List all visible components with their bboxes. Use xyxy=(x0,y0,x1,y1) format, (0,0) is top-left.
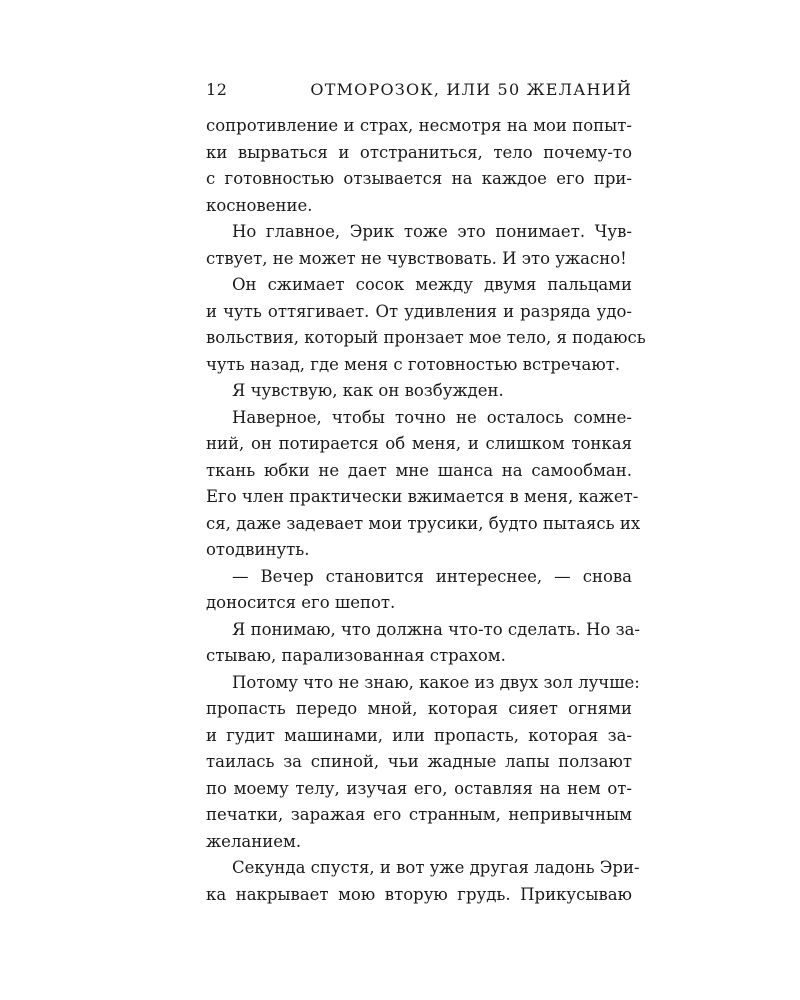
text-line: таилась за спиной, чьи жадные лапы ползают xyxy=(206,752,632,771)
text-line: ся, даже задевает мои трусики, будто пытаясь их xyxy=(206,513,641,533)
text-line: ткань юбки не дает мне шанса на самообман. xyxy=(206,460,632,480)
text-line: Секунда спустя, и вот уже другая ладонь Эри- xyxy=(232,858,640,877)
text-line: Я понимаю, что должна что-то сделать. Но за- xyxy=(232,619,640,639)
text-line: — Вечер становится интереснее, — снова xyxy=(232,566,632,586)
text-line: желанием. xyxy=(206,831,302,851)
text-line: вольствия, который пронзает мое тело, я подаюсь xyxy=(206,328,646,347)
text-line: Я чувствую, как он возбужден. xyxy=(232,381,504,400)
text-line: ний, он потирается об меня, и слишком тонкая xyxy=(206,434,632,453)
text-line: отодвинуть. xyxy=(206,540,310,559)
body-text xyxy=(206,113,646,908)
text-line: косновение. xyxy=(206,195,313,215)
running-head xyxy=(206,78,632,102)
text-line: пропасть передо мной, которая сияет огнями xyxy=(206,699,632,718)
text-line: ки вырваться и отстраниться, тело почему-то xyxy=(206,142,632,162)
text-line: Он сжимает сосок между двумя пальцами xyxy=(232,275,632,294)
text-line: с готовностью отзывается на каждое его при- xyxy=(206,169,632,188)
text-line: ствует, не может не чувствовать. И это ужасно! xyxy=(206,248,627,268)
text-line: стываю, парализованная страхом. xyxy=(206,646,506,665)
text-line: Потому что не знаю, какое из двух зол лучше: xyxy=(232,672,640,692)
text-line: Наверное, чтобы точно не осталось сомне- xyxy=(232,407,632,427)
text-line: по моему телу, изучая его, оставляя на нем от- xyxy=(206,778,632,798)
text-line: доносится его шепот. xyxy=(206,593,396,612)
text-line: чуть назад, где меня с готовностью встречают. xyxy=(206,354,621,374)
text-line: и гудит машинами, или пропасть, которая за- xyxy=(206,725,632,745)
text-line: сопротивление и страх, несмотря на мои попыт- xyxy=(206,116,632,135)
book-title: ОТМОРОЗОК, ИЛИ 50 ЖЕЛАНИЙ xyxy=(310,80,632,99)
text-line: и чуть оттягивает. От удивления и разряда удо- xyxy=(206,301,632,321)
text-line: Но главное, Эрик тоже это понимает. Чув- xyxy=(232,222,632,241)
text-line: печатки, заражая его странным, непривычным xyxy=(206,805,632,824)
page-number: 12 xyxy=(206,80,228,99)
text-line: ка накрывает мою вторую грудь. Прикусываю xyxy=(206,884,632,904)
text-line: Его член практически вжимается в меня, кажет- xyxy=(206,487,639,506)
